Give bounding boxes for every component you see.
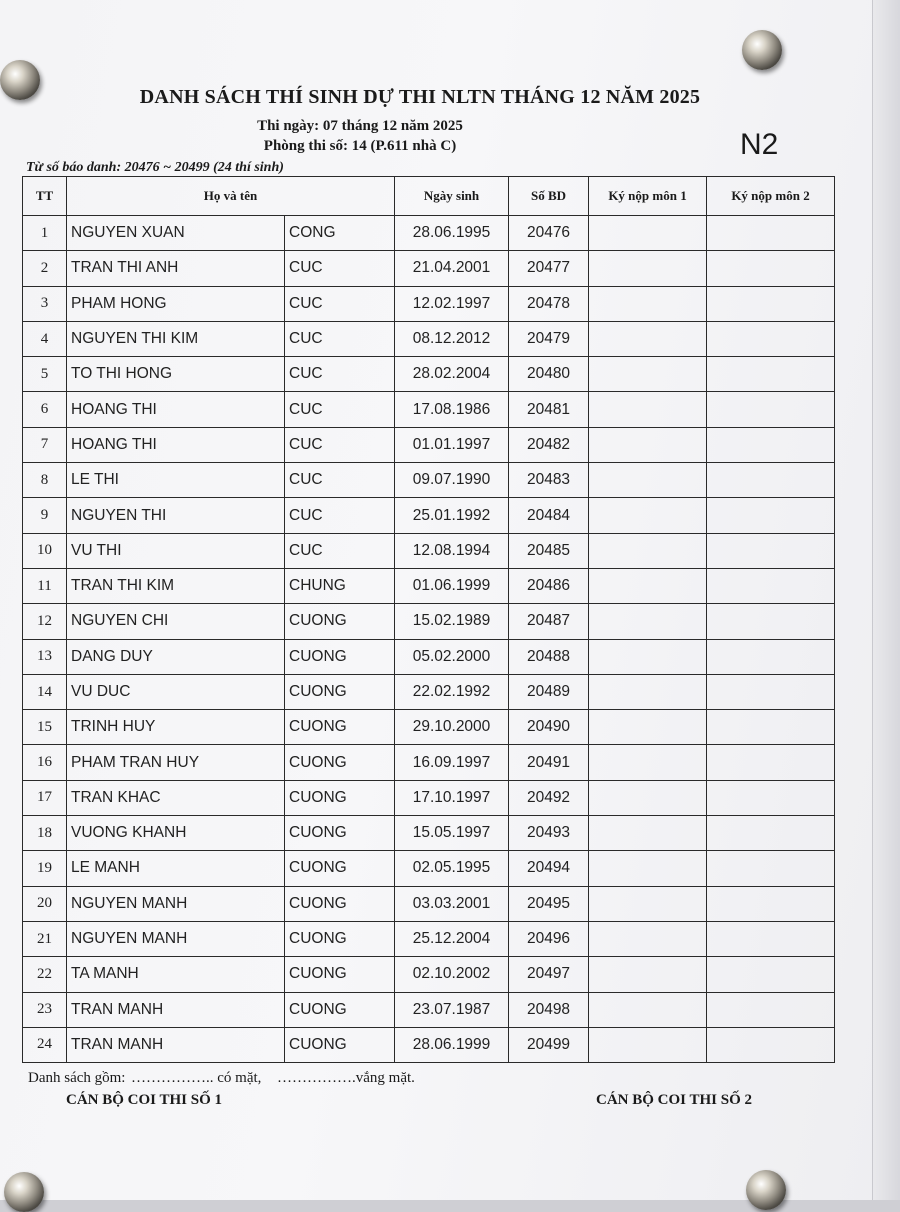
- candidate-dob: 02.10.2002: [395, 957, 509, 992]
- candidate-sbd: 20492: [509, 780, 589, 815]
- candidate-last-name: TRINH HUY: [67, 710, 285, 745]
- candidate-sbd: 20496: [509, 921, 589, 956]
- candidate-dob: 28.06.1995: [395, 216, 509, 251]
- candidate-sbd: 20493: [509, 816, 589, 851]
- row-number: 10: [23, 533, 67, 568]
- candidate-dob: 16.09.1997: [395, 745, 509, 780]
- candidate-first-name: CUONG: [285, 745, 395, 780]
- candidate-last-name: VU THI: [67, 533, 285, 568]
- col-header-sig1: Ký nộp môn 1: [589, 177, 707, 216]
- candidate-sbd: 20484: [509, 498, 589, 533]
- row-number: 12: [23, 604, 67, 639]
- table-row: [23, 392, 835, 427]
- exam-date: Thi ngày: 07 tháng 12 năm 2025: [257, 118, 463, 134]
- candidate-dob: 23.07.1987: [395, 992, 509, 1027]
- signature-cell-1[interactable]: [589, 851, 707, 886]
- candidate-last-name: TRAN MANH: [67, 992, 285, 1027]
- signature-cell-2[interactable]: [707, 286, 835, 321]
- candidate-first-name: CUC: [285, 286, 395, 321]
- row-number: 18: [23, 816, 67, 851]
- candidate-first-name: CUC: [285, 251, 395, 286]
- candidate-last-name: LE MANH: [67, 851, 285, 886]
- row-number: 9: [23, 498, 67, 533]
- signature-cell-2[interactable]: [707, 251, 835, 286]
- row-number: 17: [23, 780, 67, 815]
- candidate-first-name: CUONG: [285, 1027, 395, 1062]
- signature-cell-2[interactable]: [707, 957, 835, 992]
- candidate-dob: 09.07.1990: [395, 463, 509, 498]
- candidate-last-name: TRAN MANH: [67, 1027, 285, 1062]
- signature-cell-1[interactable]: [589, 533, 707, 568]
- summary-absent: …………….vắng mặt.: [277, 1070, 415, 1086]
- row-number: 19: [23, 851, 67, 886]
- signature-cell-2[interactable]: [707, 463, 835, 498]
- candidate-dob: 15.05.1997: [395, 816, 509, 851]
- candidate-first-name: CUONG: [285, 886, 395, 921]
- row-number: 14: [23, 674, 67, 709]
- candidate-sbd: 20488: [509, 639, 589, 674]
- candidate-first-name: CUC: [285, 392, 395, 427]
- candidate-range: Từ số báo danh: 20476 ~ 20499 (24 thí sinh): [26, 160, 284, 175]
- signature-cell-1[interactable]: [589, 921, 707, 956]
- table-row: [23, 921, 835, 956]
- candidate-dob: 17.08.1986: [395, 392, 509, 427]
- table-row: [23, 957, 835, 992]
- pushpin-top-right: [742, 30, 782, 70]
- candidate-sbd: 20481: [509, 392, 589, 427]
- signature-cell-1[interactable]: [589, 498, 707, 533]
- candidate-first-name: CUC: [285, 357, 395, 392]
- signature-cell-2[interactable]: [707, 921, 835, 956]
- table-row: [23, 533, 835, 568]
- table-row: [23, 568, 835, 603]
- candidate-rows: [23, 216, 835, 1063]
- table-row: [23, 251, 835, 286]
- col-header-tt: TT: [23, 177, 67, 216]
- candidate-dob: 12.08.1994: [395, 533, 509, 568]
- candidate-first-name: CUONG: [285, 674, 395, 709]
- table-row: [23, 816, 835, 851]
- candidate-first-name: CUC: [285, 533, 395, 568]
- candidate-first-name: CUONG: [285, 639, 395, 674]
- row-number: 5: [23, 357, 67, 392]
- candidate-first-name: CUC: [285, 498, 395, 533]
- signature-cell-2[interactable]: [707, 816, 835, 851]
- candidate-dob: 01.01.1997: [395, 427, 509, 462]
- signature-cell-1[interactable]: [589, 216, 707, 251]
- row-number: 22: [23, 957, 67, 992]
- signature-cell-1[interactable]: [589, 957, 707, 992]
- pushpin-bottom-right: [746, 1170, 786, 1210]
- candidate-first-name: CUONG: [285, 780, 395, 815]
- signature-cell-1[interactable]: [589, 286, 707, 321]
- candidate-sbd: 20494: [509, 851, 589, 886]
- candidate-first-name: CUONG: [285, 957, 395, 992]
- candidate-sbd: 20498: [509, 992, 589, 1027]
- signature-cell-1[interactable]: [589, 357, 707, 392]
- candidate-first-name: CHUNG: [285, 568, 395, 603]
- signature-cell-1[interactable]: [589, 639, 707, 674]
- signature-cell-2[interactable]: [707, 780, 835, 815]
- row-number: 21: [23, 921, 67, 956]
- table-row: [23, 780, 835, 815]
- candidate-sbd: 20499: [509, 1027, 589, 1062]
- row-number: 3: [23, 286, 67, 321]
- candidate-dob: 03.03.2001: [395, 886, 509, 921]
- signature-cell-2[interactable]: [707, 639, 835, 674]
- candidate-dob: 17.10.1997: [395, 780, 509, 815]
- signature-cell-2[interactable]: [707, 357, 835, 392]
- candidate-table: [22, 176, 835, 1063]
- candidate-dob: 01.06.1999: [395, 568, 509, 603]
- row-number: 23: [23, 992, 67, 1027]
- signature-cell-2[interactable]: [707, 533, 835, 568]
- row-number: 24: [23, 1027, 67, 1062]
- candidate-last-name: VUONG KHANH: [67, 816, 285, 851]
- room-code: N2: [740, 128, 779, 161]
- candidate-first-name: CUONG: [285, 921, 395, 956]
- signature-cell-1[interactable]: [589, 780, 707, 815]
- candidate-dob: 28.06.1999: [395, 1027, 509, 1062]
- table-row: [23, 427, 835, 462]
- candidate-sbd: 20476: [509, 216, 589, 251]
- candidate-first-name: CUONG: [285, 604, 395, 639]
- signature-cell-1[interactable]: [589, 427, 707, 462]
- table-row: [23, 357, 835, 392]
- signature-cell-2[interactable]: [707, 674, 835, 709]
- signature-cell-1[interactable]: [589, 1027, 707, 1062]
- signature-cell-2[interactable]: [707, 745, 835, 780]
- candidate-sbd: 20478: [509, 286, 589, 321]
- signature-cell-1[interactable]: [589, 321, 707, 356]
- row-number: 13: [23, 639, 67, 674]
- candidate-sbd: 20479: [509, 321, 589, 356]
- signature-cell-1[interactable]: [589, 816, 707, 851]
- candidate-last-name: NGUYEN THI KIM: [67, 321, 285, 356]
- table-row: [23, 463, 835, 498]
- table-row: [23, 745, 835, 780]
- signature-cell-1[interactable]: [589, 392, 707, 427]
- document-title: DANH SÁCH THÍ SINH DỰ THI NLTN THÁNG 12 NĂM 2025: [139, 86, 701, 108]
- row-number: 4: [23, 321, 67, 356]
- col-header-sbd: Số BD: [509, 177, 589, 216]
- signature-cell-1[interactable]: [589, 710, 707, 745]
- candidate-sbd: 20490: [509, 710, 589, 745]
- candidate-dob: 29.10.2000: [395, 710, 509, 745]
- summary-present: …………….. có mặt,: [131, 1070, 262, 1086]
- row-number: 15: [23, 710, 67, 745]
- candidate-first-name: CUONG: [285, 816, 395, 851]
- pushpin-bottom-left: [4, 1172, 44, 1212]
- candidate-last-name: TO THI HONG: [67, 357, 285, 392]
- candidate-sbd: 20483: [509, 463, 589, 498]
- row-number: 11: [23, 568, 67, 603]
- signature-cell-1[interactable]: [589, 568, 707, 603]
- table-row: [23, 851, 835, 886]
- row-number: 2: [23, 251, 67, 286]
- row-number: 1: [23, 216, 67, 251]
- candidate-last-name: NGUYEN CHI: [67, 604, 285, 639]
- candidate-first-name: CUONG: [285, 851, 395, 886]
- candidate-first-name: CUC: [285, 463, 395, 498]
- candidate-first-name: CONG: [285, 216, 395, 251]
- candidate-last-name: TA MANH: [67, 957, 285, 992]
- candidate-first-name: CUC: [285, 427, 395, 462]
- table-row: [23, 498, 835, 533]
- table-row: [23, 216, 835, 251]
- candidate-sbd: 20497: [509, 957, 589, 992]
- paper-edge-behind: [872, 0, 900, 1200]
- candidate-last-name: TRAN THI ANH: [67, 251, 285, 286]
- proctor-1-label: CÁN BỘ COI THI SỐ 1: [66, 1092, 223, 1108]
- candidate-sbd: 20495: [509, 886, 589, 921]
- table-row: [23, 286, 835, 321]
- pushpin-top-left: [0, 60, 40, 100]
- table-row: [23, 710, 835, 745]
- candidate-last-name: HOANG THI: [67, 427, 285, 462]
- candidate-last-name: NGUYEN MANH: [67, 921, 285, 956]
- candidate-sbd: 20491: [509, 745, 589, 780]
- candidate-last-name: NGUYEN THI: [67, 498, 285, 533]
- table-row: [23, 321, 835, 356]
- candidate-first-name: CUONG: [285, 710, 395, 745]
- signature-cell-1[interactable]: [589, 992, 707, 1027]
- candidate-last-name: DANG DUY: [67, 639, 285, 674]
- signature-cell-2[interactable]: [707, 710, 835, 745]
- candidate-last-name: LE THI: [67, 463, 285, 498]
- candidate-last-name: PHAM HONG: [67, 286, 285, 321]
- row-number: 20: [23, 886, 67, 921]
- candidate-dob: 21.04.2001: [395, 251, 509, 286]
- signature-cell-1[interactable]: [589, 674, 707, 709]
- signature-cell-2[interactable]: [707, 886, 835, 921]
- signature-cell-2[interactable]: [707, 851, 835, 886]
- candidate-sbd: 20482: [509, 427, 589, 462]
- table-row: [23, 674, 835, 709]
- candidate-last-name: HOANG THI: [67, 392, 285, 427]
- candidate-sbd: 20477: [509, 251, 589, 286]
- candidate-sbd: 20480: [509, 357, 589, 392]
- table-row: [23, 604, 835, 639]
- signature-cell-1[interactable]: [589, 886, 707, 921]
- candidate-dob: 12.02.1997: [395, 286, 509, 321]
- candidate-last-name: PHAM TRAN HUY: [67, 745, 285, 780]
- row-number: 16: [23, 745, 67, 780]
- signature-cell-2[interactable]: [707, 568, 835, 603]
- candidate-last-name: VU DUC: [67, 674, 285, 709]
- table-row: [23, 886, 835, 921]
- candidate-dob: 22.02.1992: [395, 674, 509, 709]
- candidate-sbd: 20485: [509, 533, 589, 568]
- table-row: [23, 1027, 835, 1062]
- signature-cell-2[interactable]: [707, 992, 835, 1027]
- row-number: 7: [23, 427, 67, 462]
- summary-prefix: Danh sách gồm:: [28, 1070, 126, 1086]
- table-row: [23, 639, 835, 674]
- proctor-2-label: CÁN BỘ COI THI SỐ 2: [596, 1092, 753, 1108]
- exam-room: Phòng thi số: 14 (P.611 nhà C): [263, 138, 457, 154]
- candidate-dob: 25.01.1992: [395, 498, 509, 533]
- candidate-sbd: 20487: [509, 604, 589, 639]
- signature-cell-2[interactable]: [707, 1027, 835, 1062]
- signature-cell-2[interactable]: [707, 321, 835, 356]
- candidate-sbd: 20486: [509, 568, 589, 603]
- signature-cell-1[interactable]: [589, 463, 707, 498]
- candidate-first-name: CUC: [285, 321, 395, 356]
- table-header-row: [23, 177, 835, 216]
- candidate-last-name: NGUYEN XUAN: [67, 216, 285, 251]
- row-number: 8: [23, 463, 67, 498]
- candidate-last-name: TRAN KHAC: [67, 780, 285, 815]
- candidate-sbd: 20489: [509, 674, 589, 709]
- candidate-last-name: NGUYEN MANH: [67, 886, 285, 921]
- candidate-first-name: CUONG: [285, 992, 395, 1027]
- signature-cell-2[interactable]: [707, 427, 835, 462]
- signature-cell-2[interactable]: [707, 216, 835, 251]
- candidate-dob: 28.02.2004: [395, 357, 509, 392]
- signature-cell-2[interactable]: [707, 392, 835, 427]
- signature-cell-1[interactable]: [589, 604, 707, 639]
- col-header-dob: Ngày sinh: [395, 177, 509, 216]
- candidate-dob: 25.12.2004: [395, 921, 509, 956]
- col-header-name: Họ và tên: [67, 177, 395, 216]
- signature-cell-2[interactable]: [707, 498, 835, 533]
- signature-cell-1[interactable]: [589, 251, 707, 286]
- signature-cell-1[interactable]: [589, 745, 707, 780]
- candidate-dob: 15.02.1989: [395, 604, 509, 639]
- candidate-last-name: TRAN THI KIM: [67, 568, 285, 603]
- candidate-dob: 02.05.1995: [395, 851, 509, 886]
- signature-cell-2[interactable]: [707, 604, 835, 639]
- candidate-dob: 08.12.2012: [395, 321, 509, 356]
- table-row: [23, 992, 835, 1027]
- row-number: 6: [23, 392, 67, 427]
- col-header-sig2: Ký nộp môn 2: [707, 177, 835, 216]
- candidate-dob: 05.02.2000: [395, 639, 509, 674]
